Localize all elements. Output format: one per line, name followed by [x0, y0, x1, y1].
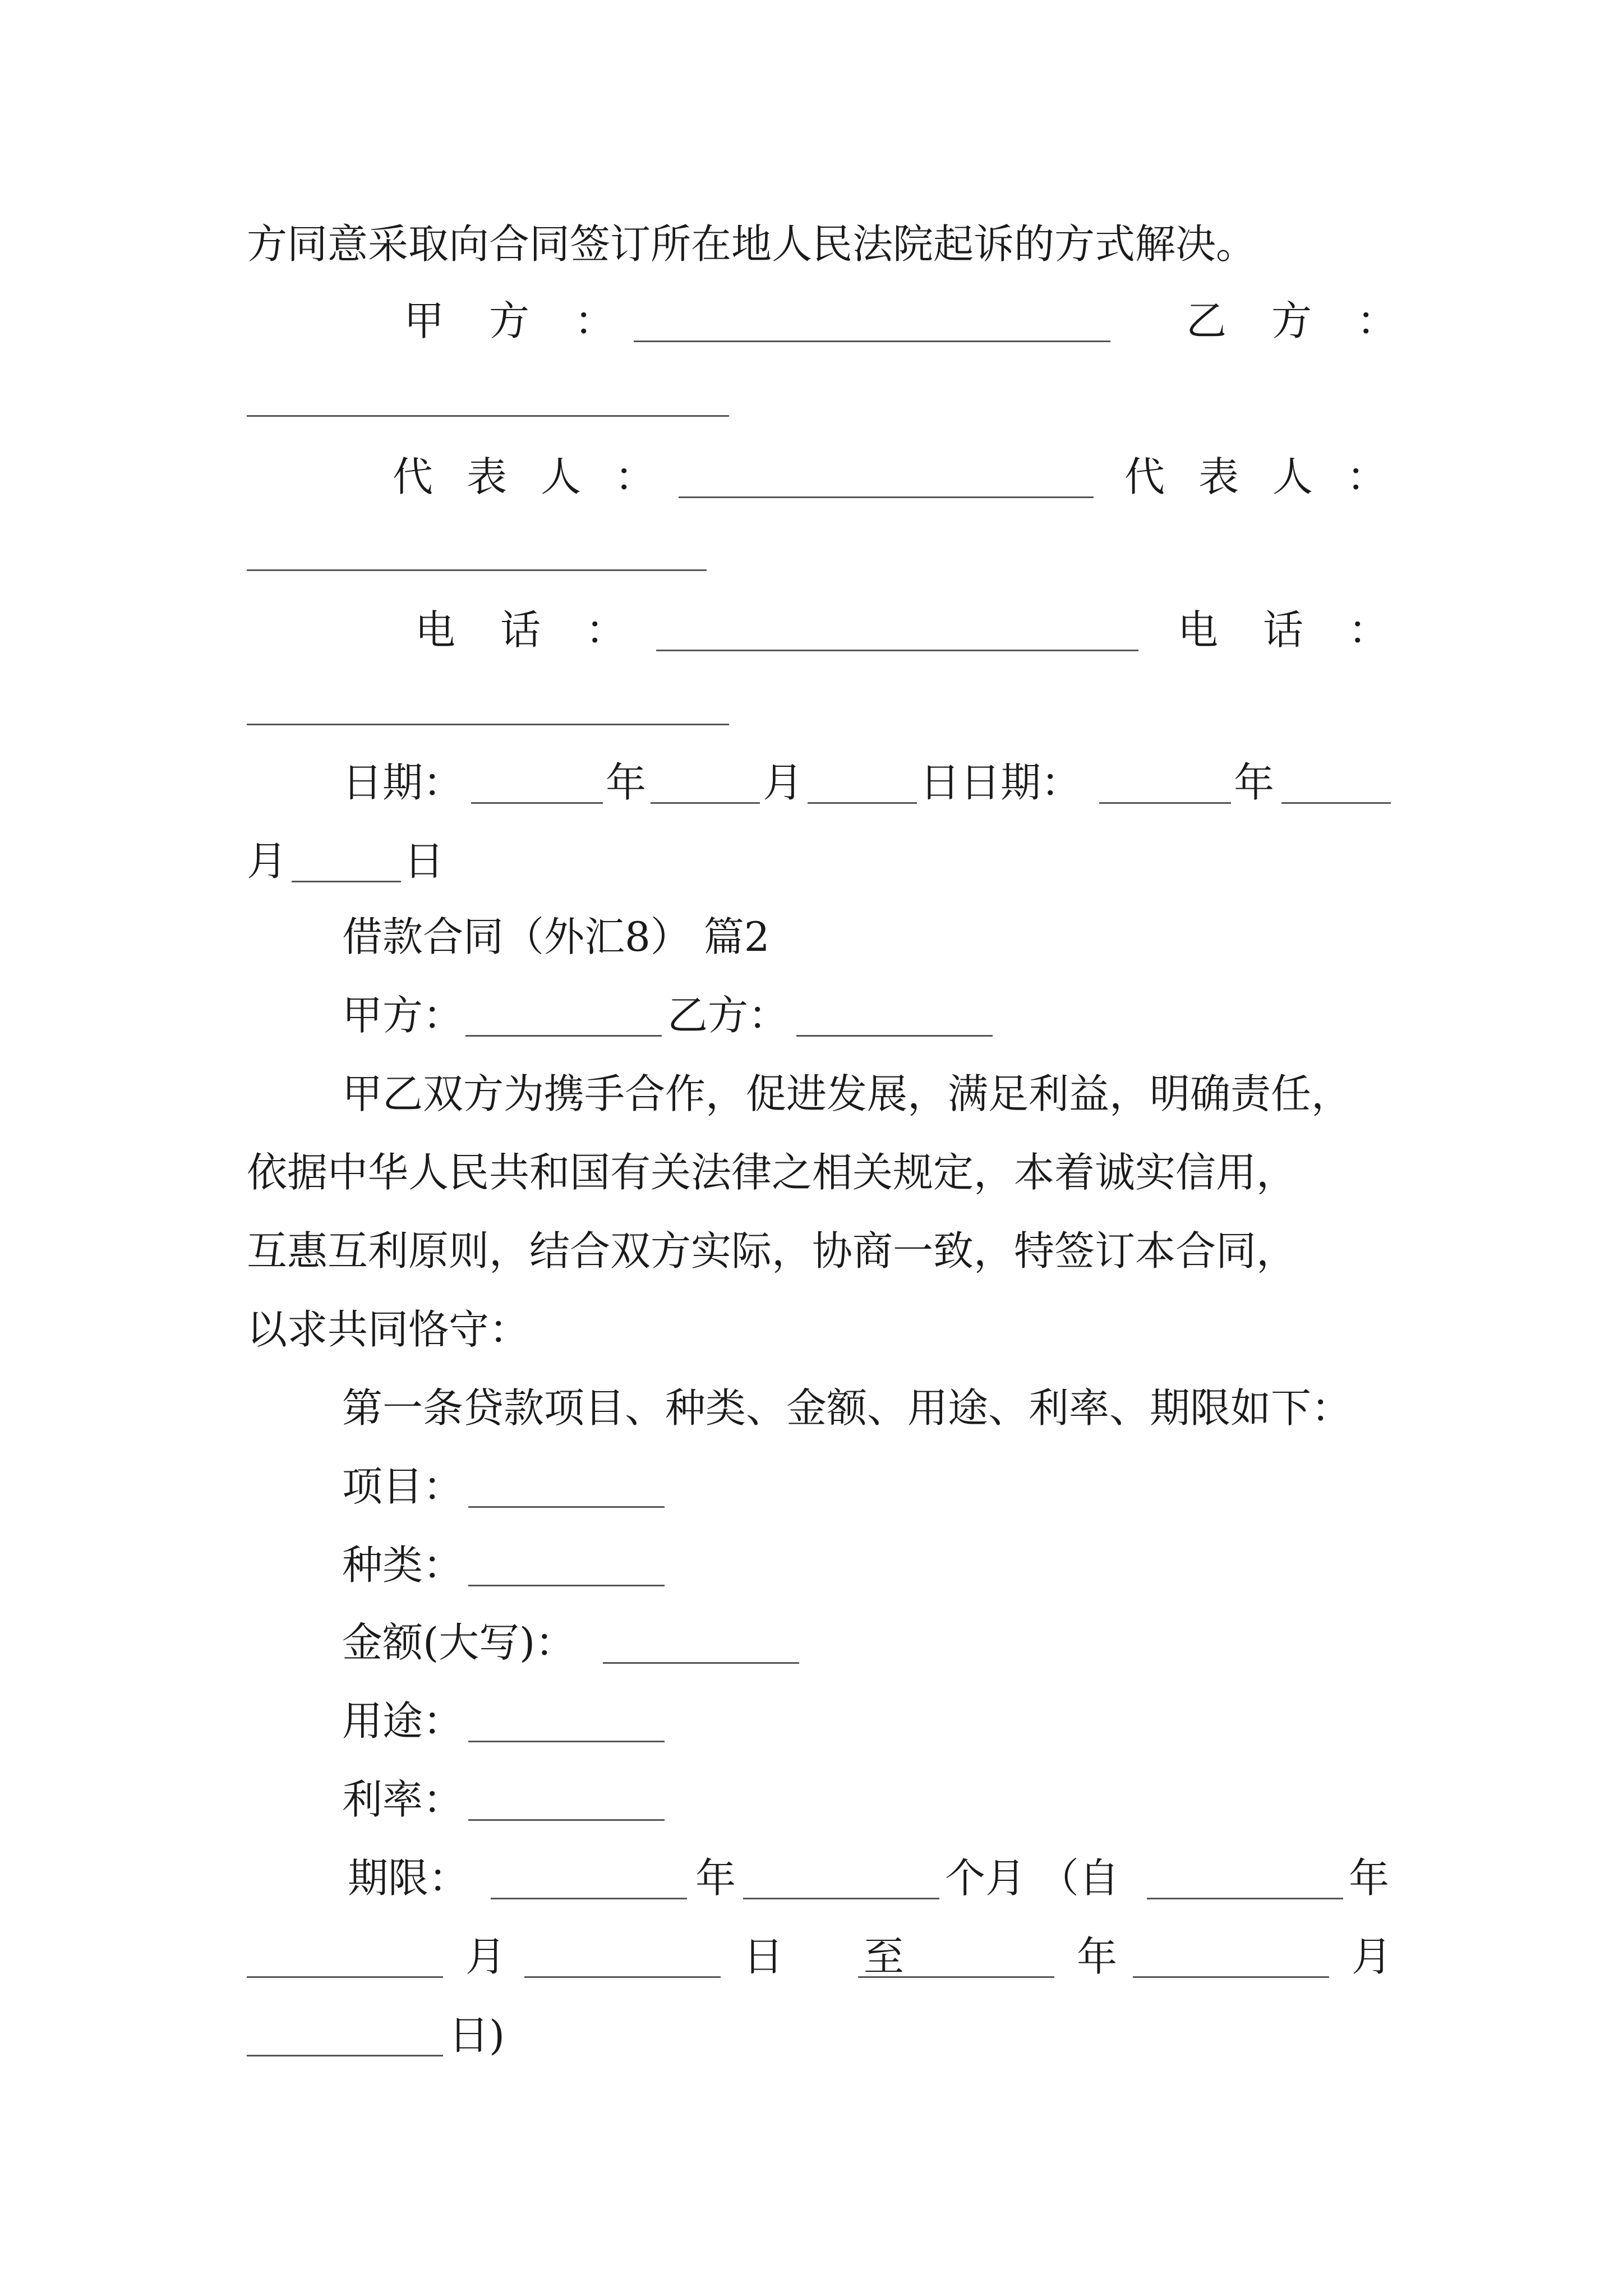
rep-b-label: 代表人：	[1124, 453, 1421, 500]
contract-title-line	[0, 903, 1623, 970]
signature-rep-line	[0, 443, 1623, 510]
use-label: 用途：	[342, 1697, 464, 1745]
rate-label: 利率：	[342, 1776, 464, 1823]
term-start-day-blank[interactable]	[524, 1976, 721, 1978]
field-kind	[0, 1531, 1623, 1599]
tel-a-blank[interactable]	[656, 650, 1138, 651]
date-a-month-blank[interactable]	[651, 802, 760, 804]
date-line	[0, 749, 1623, 816]
date-a-day-blank[interactable]	[808, 802, 917, 804]
party2-b-blank[interactable]	[796, 1035, 993, 1037]
term-end-day-blank[interactable]	[247, 2055, 443, 2056]
parties-line	[0, 982, 1623, 1049]
year-label: 年	[1234, 759, 1275, 806]
rate-blank[interactable]	[468, 1819, 665, 1821]
party2-a-label: 甲方：	[342, 992, 464, 1039]
paragraph-line	[0, 1139, 1623, 1206]
term-day-to-label: 日 至	[743, 1933, 938, 1980]
field-use	[0, 1687, 1623, 1755]
signature-party-line	[0, 287, 1623, 355]
clause-line	[0, 210, 1623, 278]
day-label: 日	[404, 838, 445, 885]
term-month-label: 月	[465, 1933, 506, 1980]
use-blank[interactable]	[468, 1741, 665, 1742]
rep-b-blank[interactable]	[247, 569, 707, 571]
party2-a-blank[interactable]	[465, 1035, 662, 1037]
day-date-label: 日日期：	[920, 759, 1082, 806]
field-amount	[0, 1609, 1623, 1676]
month-label: 月	[247, 838, 288, 885]
signature-tel-line	[0, 596, 1623, 664]
tel-a-label: 电话：	[415, 606, 671, 654]
article-line	[0, 1374, 1623, 1442]
rep-a-label: 代表人：	[393, 453, 689, 500]
paragraph-line	[0, 1296, 1623, 1363]
paragraph-text: 互惠互利原则，结合双方实际，协商一致，特签订本合同，	[247, 1227, 1297, 1274]
field-term	[0, 1844, 1623, 1912]
date-b-day-blank[interactable]	[292, 881, 401, 882]
term-start-year-blank[interactable]	[1147, 1898, 1343, 1899]
party-b-label: 乙方：	[1186, 297, 1442, 344]
party-b-blank[interactable]	[247, 415, 729, 417]
item-label: 项目：	[342, 1463, 464, 1510]
term-end-year-blank[interactable]	[858, 1976, 1054, 1978]
month-label: 月	[763, 759, 804, 806]
term-end-label: 日)	[449, 2012, 505, 2059]
term-label: 期限：	[348, 1855, 469, 1902]
term-end-month-blank[interactable]	[1133, 1976, 1329, 1978]
paragraph-line	[0, 1217, 1623, 1285]
term-start-month-blank[interactable]	[247, 1976, 443, 1978]
field-term-end	[0, 2001, 1623, 2069]
paragraph-text: 依据中华人民共和国有关法律之相关规定，本着诚实信用，	[247, 1149, 1297, 1196]
party-a-blank[interactable]	[634, 341, 1110, 342]
kind-blank[interactable]	[468, 1585, 665, 1586]
date-b-year-blank[interactable]	[1099, 802, 1231, 804]
year-label: 年	[606, 759, 647, 806]
party-a-label: 甲方：	[404, 297, 660, 344]
amount-label: 金额(大写)：	[342, 1619, 576, 1666]
tel-b-label: 电话：	[1178, 606, 1434, 654]
item-blank[interactable]	[468, 1506, 665, 1508]
party2-b-label: 乙方：	[667, 992, 789, 1039]
date-a-year-blank[interactable]	[471, 802, 603, 804]
date-b-month-blank[interactable]	[1281, 802, 1391, 804]
amount-blank[interactable]	[603, 1662, 799, 1664]
paragraph-line	[0, 1060, 1623, 1128]
term-months-blank[interactable]	[743, 1898, 939, 1899]
field-item	[0, 1453, 1623, 1520]
date-a-label: 日期：	[342, 759, 464, 806]
paragraph-text: 以求共同恪守：	[247, 1306, 530, 1353]
term-year2-label: 年	[1349, 1855, 1390, 1902]
rep-a-blank[interactable]	[679, 496, 1094, 498]
term-month2-label: 月	[1352, 1933, 1393, 1980]
paragraph-text: 甲乙双方为携手合作，促进发展，满足利益，明确责任，	[342, 1070, 1352, 1117]
contract-title: 借款合同（外汇8） 篇2	[342, 913, 770, 960]
date-line-cont	[0, 827, 1623, 895]
term-months-label: 个月 （自	[945, 1855, 1119, 1902]
tel-b-blank[interactable]	[247, 724, 729, 725]
clause-text: 方同意采取向合同签订所在地人民法院起诉的方式解决。	[247, 220, 1257, 268]
term-year-label: 年	[695, 1855, 736, 1902]
term-year3-label: 年	[1077, 1933, 1118, 1980]
term-year-blank[interactable]	[491, 1898, 687, 1899]
article-text: 第一条贷款项目、种类、金额、用途、利率、期限如下：	[342, 1384, 1352, 1432]
field-term-cont	[0, 1923, 1623, 1990]
field-rate	[0, 1766, 1623, 1833]
kind-label: 种类：	[342, 1542, 464, 1589]
